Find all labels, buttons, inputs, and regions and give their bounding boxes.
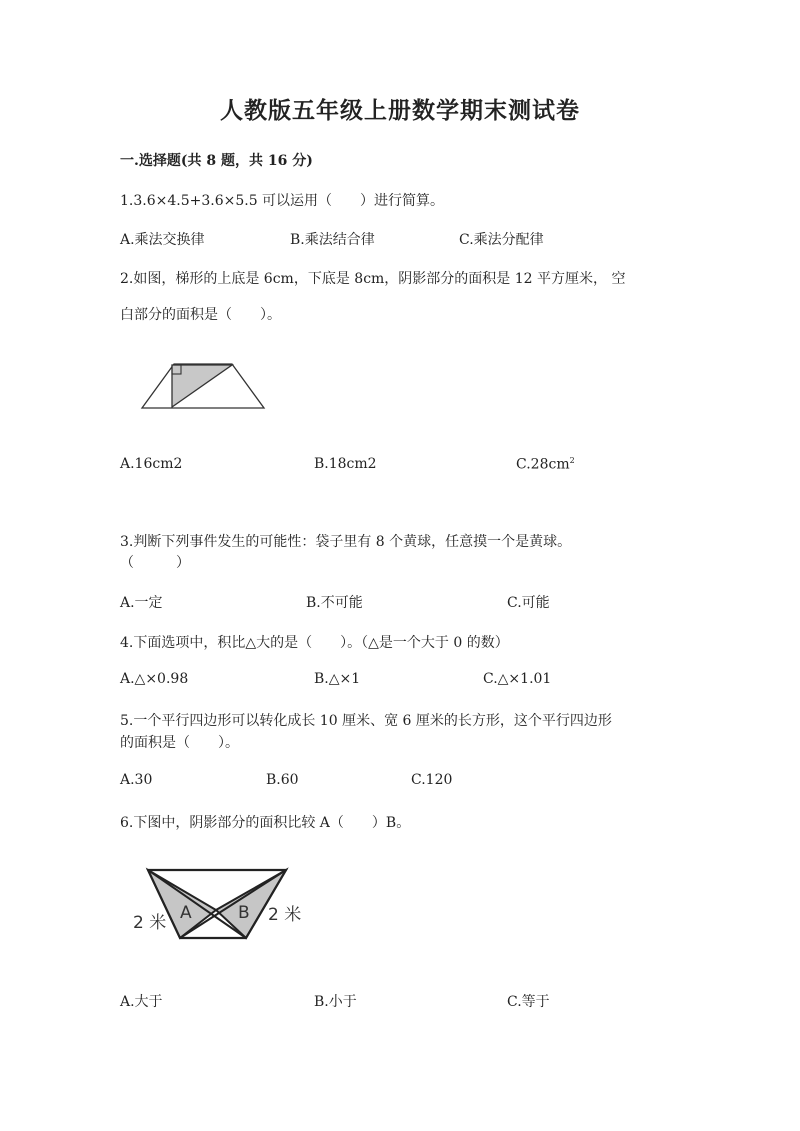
q4-option-c: C.△×1.01 <box>483 671 552 687</box>
q1-option-c: C.乘法分配律 <box>459 232 544 248</box>
question-3-line-2: （ ） <box>120 555 190 571</box>
question-6: 6.下图中，阴影部分的面积比较 A（ ）B。 <box>120 815 411 831</box>
question-2-line-2: 白部分的面积是（ ）。 <box>120 307 281 323</box>
q5-option-a: A.30 <box>120 772 153 788</box>
figure-label-a: A <box>180 903 192 923</box>
q3-option-c: C.可能 <box>507 595 550 611</box>
q3-option-a: A.一定 <box>120 595 163 611</box>
q1-option-a: A.乘法交换律 <box>120 232 205 248</box>
question-2-line-1: 2.如图，梯形的上底是 6cm，下底是 8cm，阴影部分的面积是 12 平方厘米， 空 <box>120 271 626 287</box>
section-heading: 一.选择题(共 8 题，共 16 分) <box>120 153 313 169</box>
question-3-line-1: 3.判断下列事件发生的可能性：袋子里有 8 个黄球，任意摸一个是黄球。 <box>120 534 572 550</box>
q6-option-a: A.大于 <box>120 994 163 1010</box>
figure-label-right: 2 米 <box>268 905 302 925</box>
question-5-line-2: 的面积是（ ）。 <box>120 735 239 751</box>
q2-option-c: $C.28cm^2$ <box>516 456 575 473</box>
q1-option-b: B.乘法结合律 <box>290 232 375 248</box>
q6-option-b: B.小于 <box>314 994 357 1010</box>
question-4: 4.下面选项中，积比△大的是（ ）。（△是一个大于 0 的数） <box>120 635 509 651</box>
q2-option-a: A.16cm2 <box>120 456 183 472</box>
q5-option-b: B.60 <box>266 772 299 788</box>
q6-option-c: C.等于 <box>507 994 550 1010</box>
question-1: 1.3.6×4.5+3.6×5.5 可以运用（ ）进行简算。 <box>120 193 445 209</box>
q3-option-b: B.不可能 <box>306 595 363 611</box>
page-title: 人教版五年级上册数学期末测试卷 <box>220 97 580 124</box>
q4-option-b: B.△×1 <box>314 671 361 687</box>
trapezoid-figure <box>140 360 270 412</box>
figure-label-left: 2 米 <box>133 913 167 933</box>
question-5-line-1: 5.一个平行四边形可以转化成长 10 厘米、宽 6 厘米的长方形，这个平行四边形 <box>120 713 612 729</box>
q4-option-a: A.△×0.98 <box>120 671 189 687</box>
q2-option-b: B.18cm2 <box>314 456 377 472</box>
q5-option-c: C.120 <box>411 772 453 788</box>
trapezoid-area-figure <box>128 862 314 946</box>
figure-label-b: B <box>238 903 250 923</box>
